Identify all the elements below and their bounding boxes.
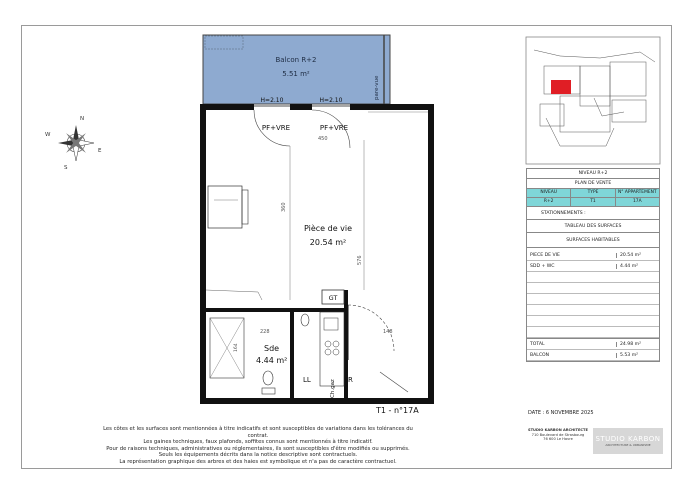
compass-w: W [45,132,51,138]
dim-bottom-left: 228 [260,329,270,335]
level-title: NIVEAU R+2 [578,171,608,176]
compass-s: S [64,165,68,171]
header-apartment: N° APPARTEMENT [618,190,657,195]
sidebar [526,168,660,362]
key-plan-unit [551,80,571,94]
value-level: R+2 [527,198,571,206]
dim-right: 576 [357,255,363,265]
balcony-label: Balcon R+2 [275,56,317,64]
total-row: TOTAL 24.98 m² [527,338,659,350]
compass-n: N [80,116,85,122]
info-table-header [527,188,659,197]
r-label: R [348,376,353,384]
header-level: NIVEAU [527,189,571,197]
header-type: TYPE [571,189,615,197]
date-label: DATE : 6 NOVEMBRE 2025 [528,410,594,416]
bathroom-label: Sde [264,344,280,353]
info-table-values [527,197,659,206]
dim-left: 360 [281,202,287,212]
living-room-area: 20.54 m² [309,238,347,247]
studio-address-1: 710 Boulevard de Strasbourg [531,432,585,437]
surface-row: SDD + WC 4.44 m² [527,261,659,272]
studio-info [528,428,588,442]
plan-title: PLAN DE VENTE [527,178,659,188]
gas-label: Ch.gaz [330,379,336,398]
bathroom-area: 4.44 m² [256,356,288,365]
studio-name: STUDIO KARBON ARCHITECTE [528,428,588,432]
window-height-left: H=2.10 [260,97,284,104]
surface-row: PIECE DE VIE 20.54 m² [527,250,659,261]
balcony-row: BALCON 5.53 m² [527,350,659,361]
gt-label: GT [328,294,338,302]
window-right-label: PF+VRE [319,124,349,132]
dim-top: 450 [318,136,328,142]
habitable-label: SURFACES HABITABLES [527,232,659,247]
living-room-label: Pièce de vie [303,224,353,233]
unit-label: T1 - n°17A [376,406,419,415]
parking-label: STATIONNEMENTS : [527,206,659,219]
value-type: T1 [571,198,615,206]
surfaces-table-label: TABLEAU DES SURFACES [527,219,659,232]
compass-e: E [98,148,102,154]
view-label: pare-vue [374,75,380,100]
toilet [263,371,273,385]
key-plan [526,37,660,164]
studio-logo: STUDIO KARBON ARCHITECTURE & URBANISME [593,428,663,454]
window-height-right: H=2.10 [319,97,343,104]
ll-label: LL [303,376,311,384]
balcony-area-text: 5.51 m² [282,70,310,78]
dim-bath: 164 [234,343,239,352]
disclaimer: Les côtes et les surfaces sont mentionnées à titre indicatifs et sont susceptibles de variations dans les tolérances du contrat. Les gaines techniques, faux plafonds, soffites connus sont mentionnés à titre indicatif. Pour de raisons techniques, administratives ou réglementaires, ils sont susceptibles d'être modifiés ou supprimés. Seuls les équipements décrits dans la notice descriptive sont contractuels. La représentation graphique des arbres et des haies est symbolique et n'a pas de caractère contractuel. [103,426,413,465]
value-apartment: 17A [633,199,642,204]
compass-icon [56,123,96,163]
dim-bottom-right: 148 [383,329,393,335]
window-left-label: PF+VRE [261,124,291,132]
sink [301,314,309,326]
studio-address-2: 76 600 Le Havre [543,437,573,442]
